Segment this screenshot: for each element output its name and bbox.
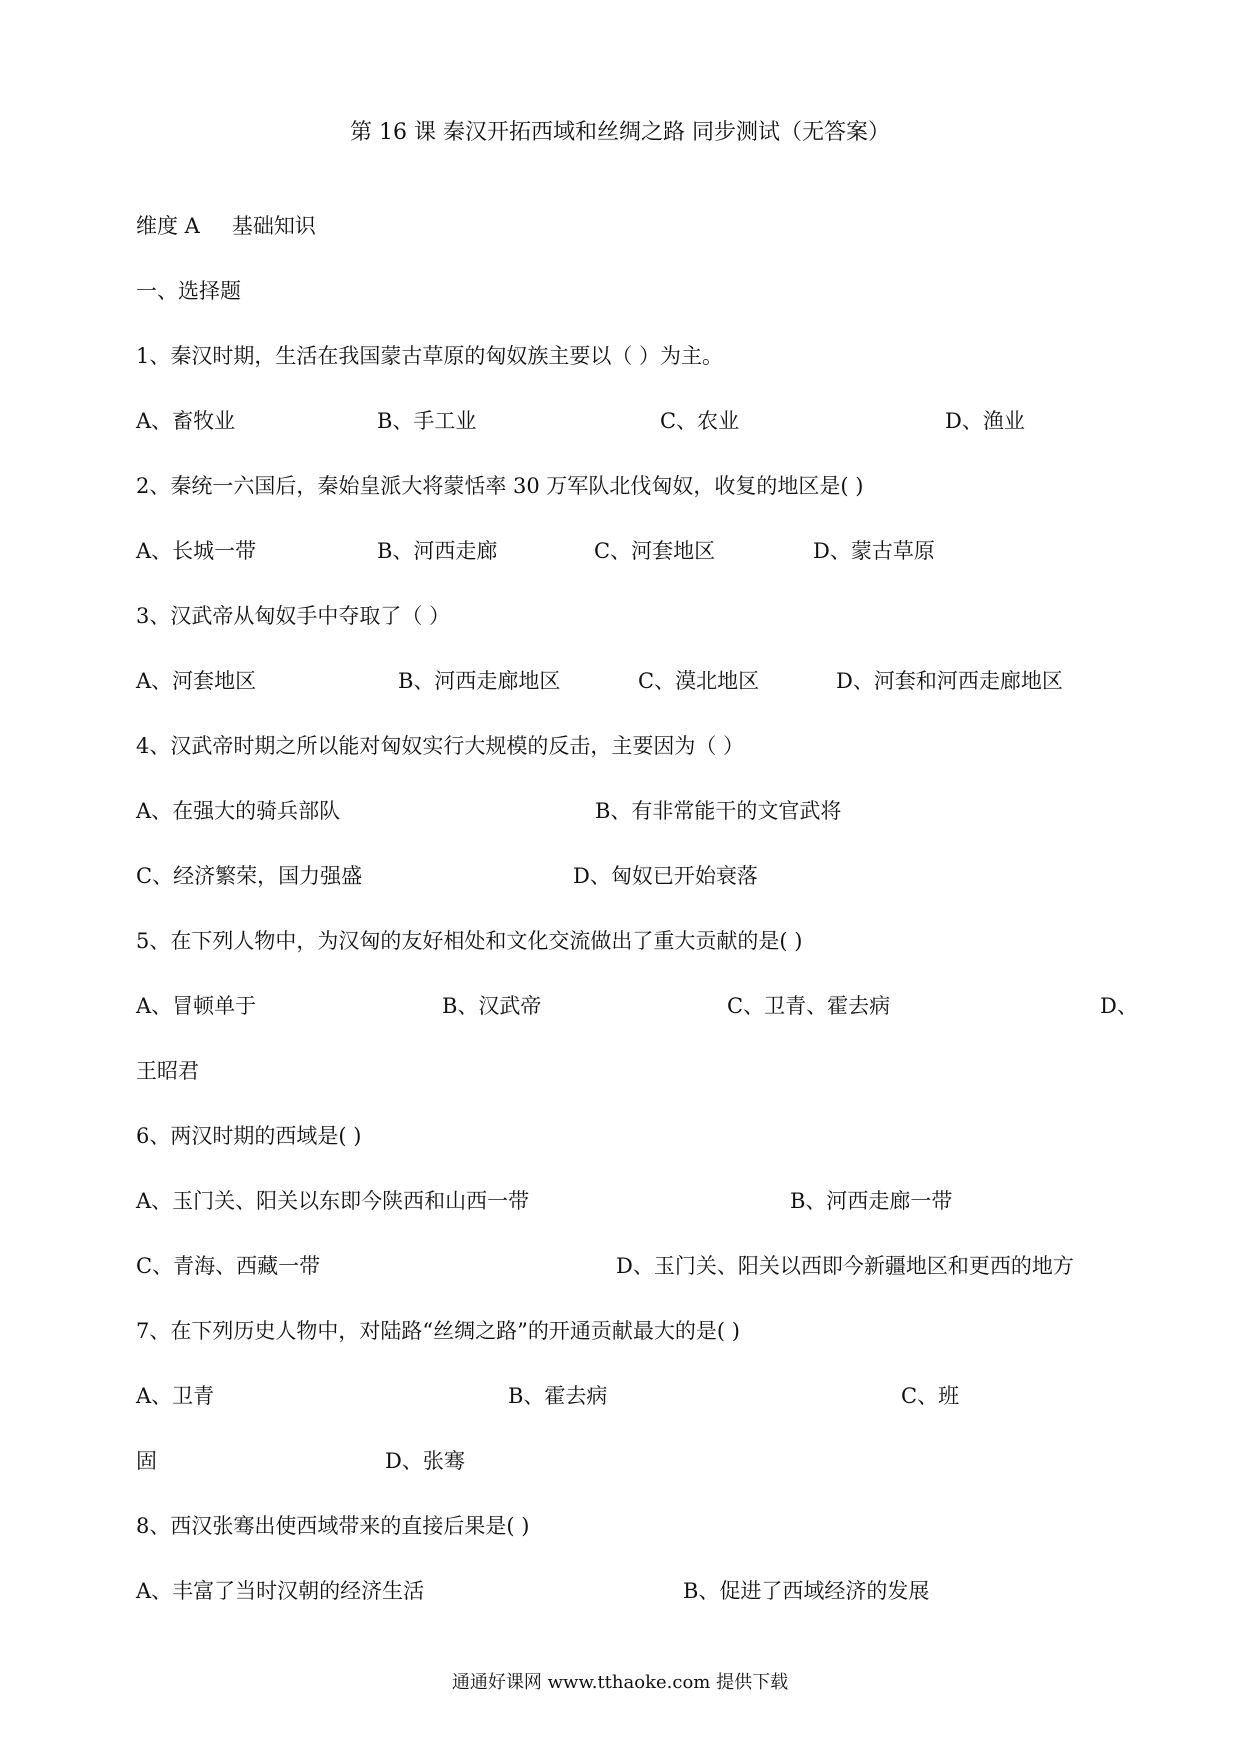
section-dimension: 维度 A	[136, 214, 200, 238]
page-footer: 通通好课网 www.tthaoke.com 提供下载	[451, 1672, 789, 1693]
page-title: 第 16 课 秦汉开拓西域和丝绸之路 同步测试（无答案）	[350, 120, 890, 145]
question-6-stem: 6、两汉时期的西域是( )	[136, 1124, 362, 1148]
question-6-option-c: C、青海、西藏一带	[136, 1254, 321, 1278]
question-8-option-b: B、促进了西域经济的发展	[683, 1579, 930, 1603]
question-1-option-b: B、手工业	[377, 409, 477, 433]
question-2-stem: 2、秦统一六国后，秦始皇派大将蒙恬率 30 万军队北伐匈奴，收复的地区是( )	[136, 474, 864, 498]
question-1-stem: 1、秦汉时期，生活在我国蒙古草原的匈奴族主要以（ ）为主。	[136, 344, 724, 368]
question-6-option-d: D、玉门关、阳关以西即今新疆地区和更西的地方	[616, 1254, 1074, 1278]
question-5-option-d-text: 王昭君	[136, 1059, 199, 1083]
question-5-stem: 5、在下列人物中，为汉匈的友好相处和文化交流做出了重大贡献的是( )	[136, 929, 803, 953]
question-4-option-c: C、经济繁荣，国力强盛	[136, 864, 363, 888]
question-7-option-a: A、卫青	[136, 1384, 215, 1408]
question-5-option-b: B、汉武帝	[442, 994, 542, 1018]
question-3-option-c: C、漠北地区	[638, 669, 760, 693]
part-heading: 一、选择题	[136, 279, 241, 303]
question-7-stem: 7、在下列历史人物中，对陆路“丝绸之路”的开通贡献最大的是( )	[136, 1319, 740, 1343]
question-1-option-c: C、农业	[660, 409, 740, 433]
question-7-option-c-cont: 固	[136, 1449, 157, 1473]
question-2-option-a: A、长城一带	[136, 539, 257, 563]
section-name: 基础知识	[231, 214, 316, 238]
question-5-option-c: C、卫青、霍去病	[727, 994, 891, 1018]
question-6-option-b: B、河西走廊一带	[790, 1189, 953, 1213]
question-4-stem: 4、汉武帝时期之所以能对匈奴实行大规模的反击，主要因为（ ）	[136, 734, 745, 758]
question-6-option-a: A、玉门关、阳关以东即今陕西和山西一带	[136, 1189, 530, 1213]
question-5-option-d: D、	[1100, 994, 1138, 1018]
question-3-option-b: B、河西走廊地区	[398, 669, 561, 693]
question-1-option-a: A、畜牧业	[136, 409, 236, 433]
question-2-option-b: B、河西走廊	[377, 539, 498, 563]
question-1-option-d: D、渔业	[945, 409, 1025, 433]
question-7-option-c: C、班	[901, 1384, 960, 1408]
question-4-option-d: D、匈奴已开始衰落	[573, 864, 758, 888]
question-2-option-c: C、河套地区	[594, 539, 716, 563]
question-8-stem: 8、西汉张骞出使西域带来的直接后果是( )	[136, 1514, 530, 1538]
question-7-option-b: B、霍去病	[508, 1384, 608, 1408]
question-3-option-a: A、河套地区	[136, 669, 257, 693]
question-3-stem: 3、汉武帝从匈奴手中夺取了（ ）	[136, 604, 451, 628]
question-4-option-b: B、有非常能干的文官武将	[595, 799, 842, 823]
question-4-option-a: A、在强大的骑兵部队	[136, 799, 341, 823]
question-3-option-d: D、河套和河西走廊地区	[836, 669, 1063, 693]
question-2-option-d: D、蒙古草原	[813, 539, 935, 563]
question-8-option-a: A、丰富了当时汉朝的经济生活	[136, 1579, 425, 1603]
section-heading	[136, 212, 316, 240]
question-7-option-d: D、张骞	[385, 1449, 465, 1473]
question-5-option-a: A、冒顿单于	[136, 994, 257, 1018]
